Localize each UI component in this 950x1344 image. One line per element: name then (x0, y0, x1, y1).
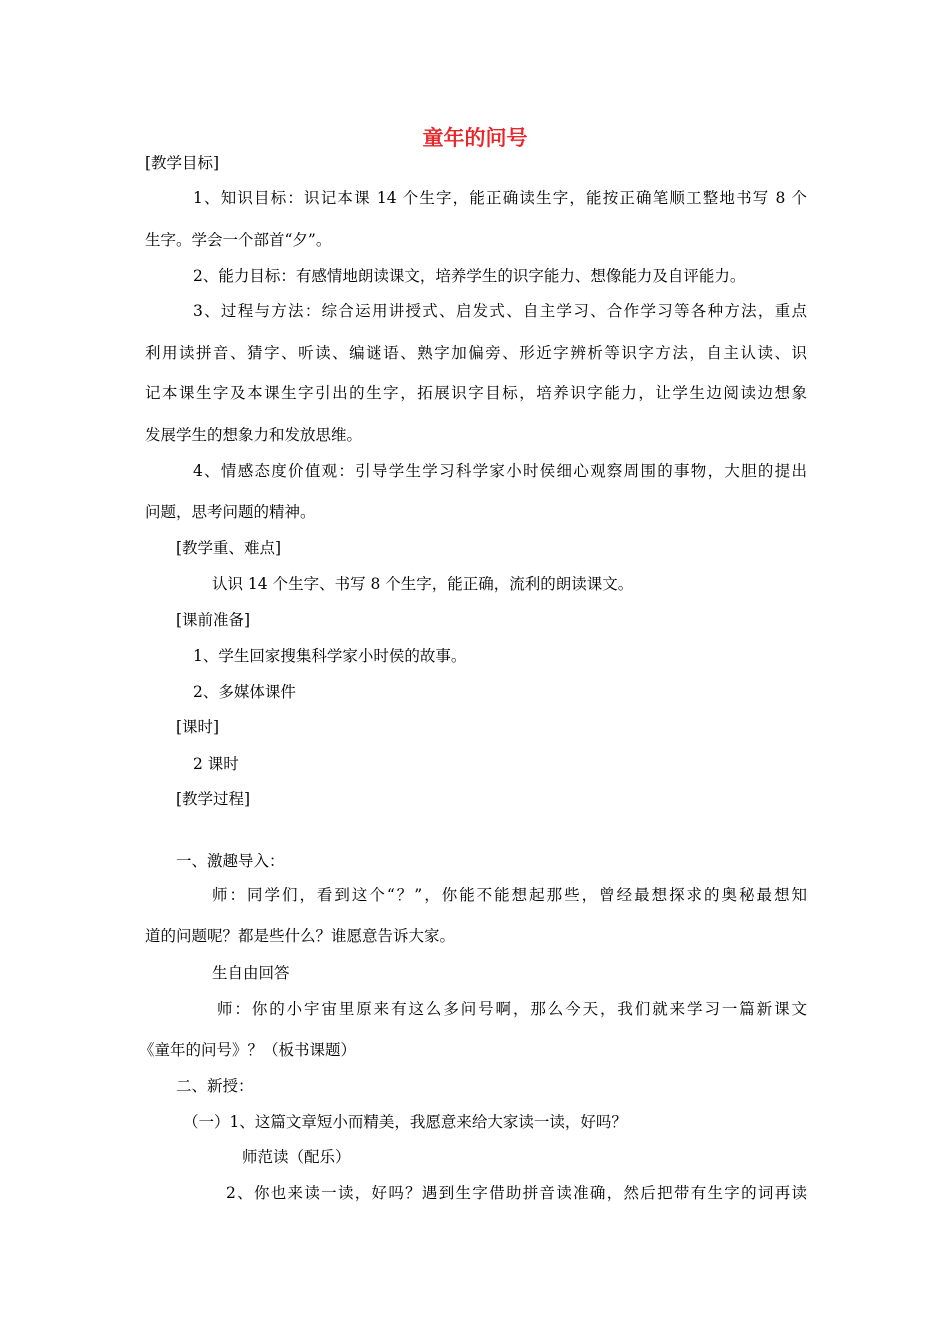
paragraph-line: 师范读（配乐） (242, 1148, 351, 1166)
paragraph-line: 师：同学们，看到这个“？”，你能不能想起那些，曾经最想探求的奥秘最想知 (212, 886, 807, 904)
paragraph-line: 1、学生回家搜集科学家小时侯的故事。 (193, 647, 467, 665)
paragraph-line: 2、你也来读一读，好吗？遇到生字借助拼音读准确，然后把带有生字的词再读 (226, 1184, 807, 1202)
paragraph-line: 2、能力目标：有感情地朗读课文，培养学生的识字能力、想像能力及自评能力。 (193, 267, 746, 285)
paragraph-line: 《童年的问号》？（板书课题） (139, 1041, 357, 1059)
paragraph-line: （一）1、这篇文章短小而精美，我愿意来给大家读一读，好吗？ (183, 1113, 627, 1131)
paragraph-line: 1、知识目标：识记本课 14 个生字，能正确读生字，能按正确笔顺工整地书写 8 个 (193, 189, 807, 207)
paragraph-line: 发展学生的想象力和发放思维。 (145, 426, 363, 444)
paragraph-line: 4、情感态度价值观：引导学生学习科学家小时侯细心观察周围的事物，大胆的提出 (193, 462, 807, 480)
paragraph-line: 记本课生字及本课生字引出的生字，拓展识字目标，培养识字能力，让学生边阅读边想象 (145, 384, 807, 402)
subsection-heading: 二、新授： (176, 1077, 254, 1095)
paragraph-line: 生自由回答 (212, 964, 290, 982)
paragraph-line: 师：你的小宇宙里原来有这么多问号啊，那么今天，我们就来学习一篇新课文 (217, 1000, 807, 1018)
section-heading-class-hours: [课时] (176, 718, 220, 736)
section-heading-process: [教学过程] (176, 790, 251, 808)
section-heading-preparation: [课前准备] (176, 611, 251, 629)
paragraph-line: 道的问题呢？都是些什么？谁愿意告诉大家。 (145, 927, 456, 945)
paragraph-line: 3、过程与方法：综合运用讲授式、启发式、自主学习、合作学习等各种方法，重点 (193, 302, 807, 320)
paragraph-line: 利用读拼音、猜字、听读、编谜语、熟字加偏旁、形近字辨析等识字方法，自主认读、识 (145, 344, 807, 362)
paragraph-line: 问题，思考问题的精神。 (145, 503, 316, 521)
paragraph-line: 2 课时 (193, 755, 239, 773)
paragraph-line: 2、多媒体课件 (193, 683, 296, 701)
section-heading-key-points: [教学重、难点] (176, 539, 282, 557)
paragraph-line: 认识 14 个生字、书写 8 个生字，能正确，流利的朗读课文。 (212, 575, 634, 593)
subsection-heading: 一、激趣导入： (176, 852, 285, 870)
paragraph-line: 生字。学会一个部首“夕”。 (145, 231, 332, 249)
document-title: 童年的问号 (422, 126, 528, 150)
section-heading-goals: [教学目标] (145, 154, 220, 172)
